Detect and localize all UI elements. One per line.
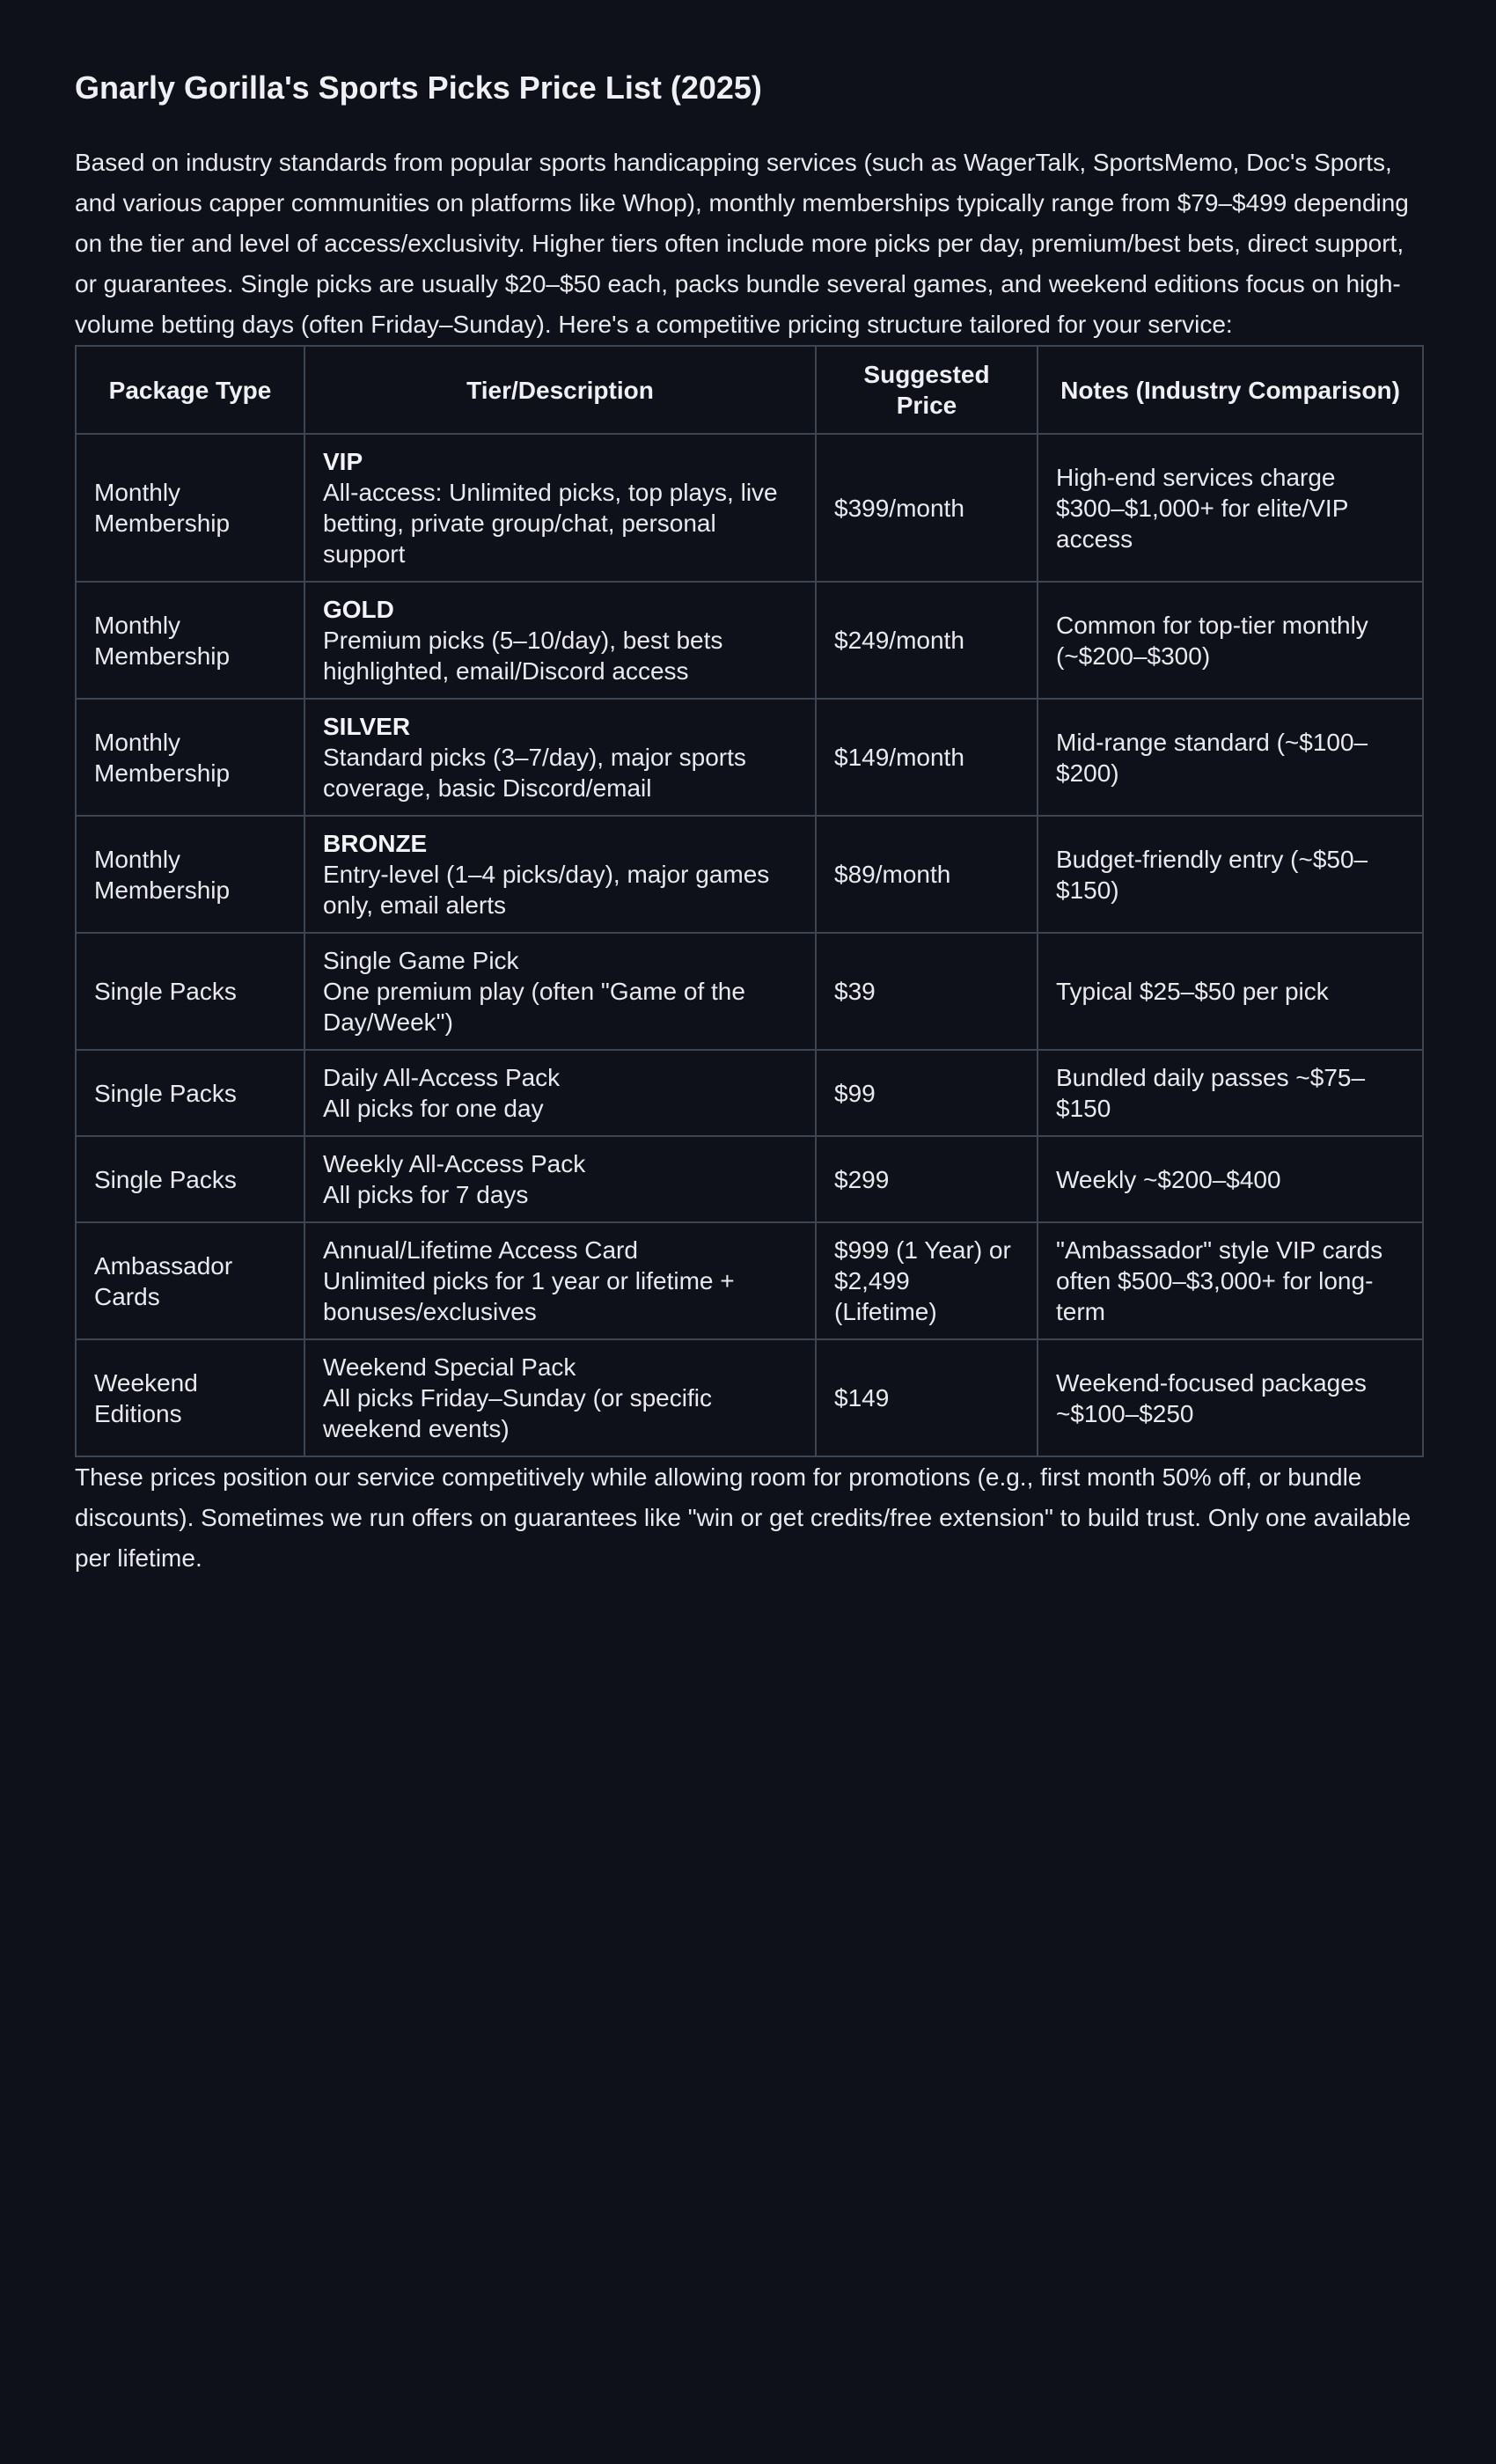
suggested-price-cell: $399/month — [816, 434, 1038, 582]
table-row — [76, 699, 1423, 816]
tier-description: All picks Friday–Sunday (or specific weekend events) — [323, 1384, 712, 1442]
suggested-price-cell: $89/month — [816, 816, 1038, 933]
tier-description-cell — [304, 816, 816, 933]
tier-description: All picks for one day — [323, 1095, 544, 1122]
outro-paragraph: These prices position our service competitively while allowing room for promotions (e.g., first month 50% off, or bundle discounts). Sometimes we run offers on guarantees like "win or get credits/free extension" to build trust. Only one available per lifetime. — [75, 1463, 1412, 1572]
package-type-cell: Monthly Membership — [76, 816, 304, 933]
tier-description-cell — [304, 1050, 816, 1136]
notes-cell: Weekend-focused packages ~$100–$250 — [1038, 1339, 1423, 1456]
tier-name: GOLD — [323, 596, 394, 623]
package-type-cell: Monthly Membership — [76, 582, 304, 699]
suggested-price-cell: $149/month — [816, 699, 1038, 816]
package-type-cell: Monthly Membership — [76, 699, 304, 816]
notes-cell: Budget-friendly entry (~$50–$150) — [1038, 816, 1423, 933]
price-table — [75, 345, 1424, 1457]
table-row — [76, 1339, 1423, 1456]
table-row — [76, 933, 1423, 1050]
tier-name: Single Game Pick — [323, 947, 519, 974]
tier-description-cell — [304, 699, 816, 816]
package-type-cell: Weekend Editions — [76, 1339, 304, 1456]
notes-cell: Common for top-tier monthly (~$200–$300) — [1038, 582, 1423, 699]
table-row — [76, 1136, 1423, 1222]
tier-description: All picks for 7 days — [323, 1181, 529, 1208]
notes-cell: Weekly ~$200–$400 — [1038, 1136, 1423, 1222]
tier-description-cell — [304, 434, 816, 582]
notes-cell: "Ambassador" style VIP cards often $500–$3,000+ for long-term — [1038, 1222, 1423, 1339]
suggested-price-cell: $249/month — [816, 582, 1038, 699]
tier-name: VIP — [323, 448, 363, 475]
tier-name: SILVER — [323, 713, 411, 740]
tier-name: Weekly All-Access Pack — [323, 1150, 586, 1177]
package-type-cell: Monthly Membership — [76, 434, 304, 582]
package-type-cell: Single Packs — [76, 933, 304, 1050]
tier-description-cell — [304, 1136, 816, 1222]
table-row — [76, 434, 1423, 582]
tier-description-cell — [304, 1339, 816, 1456]
column-header-notes: Notes (Industry Comparison) — [1038, 346, 1423, 434]
tier-name: Annual/Lifetime Access Card — [323, 1236, 638, 1264]
tier-description-cell — [304, 1222, 816, 1339]
notes-cell: Mid-range standard (~$100–$200) — [1038, 699, 1423, 816]
column-header-package-type: Package Type — [76, 346, 304, 434]
tier-description: Entry-level (1–4 picks/day), major games only, email alerts — [323, 861, 770, 919]
page-title: Gnarly Gorilla's Sports Picks Price List (2025) — [75, 70, 762, 106]
table-header-row — [76, 346, 1423, 434]
tier-name: BRONZE — [323, 830, 428, 857]
suggested-price-cell: $39 — [816, 933, 1038, 1050]
package-type-cell: Ambassador Cards — [76, 1222, 304, 1339]
table-row — [76, 1222, 1423, 1339]
table-row — [76, 582, 1423, 699]
tier-description-cell — [304, 933, 816, 1050]
table-row — [76, 816, 1423, 933]
tier-name: Weekend Special Pack — [323, 1353, 576, 1381]
suggested-price-cell: $299 — [816, 1136, 1038, 1222]
notes-cell: High-end services charge $300–$1,000+ for elite/VIP access — [1038, 434, 1423, 582]
package-type-cell: Single Packs — [76, 1136, 304, 1222]
tier-description: All-access: Unlimited picks, top plays, live betting, private group/chat, personal support — [323, 479, 778, 568]
table-row — [76, 1050, 1423, 1136]
tier-description-cell — [304, 582, 816, 699]
suggested-price-cell: $99 — [816, 1050, 1038, 1136]
package-type-cell: Single Packs — [76, 1050, 304, 1136]
tier-description: One premium play (often "Game of the Day/Week") — [323, 978, 745, 1036]
notes-cell: Bundled daily passes ~$75–$150 — [1038, 1050, 1423, 1136]
tier-name: Daily All-Access Pack — [323, 1064, 561, 1091]
column-header-tier-description: Tier/Description — [304, 346, 816, 434]
intro-paragraph: Based on industry standards from popular sports handicapping services (such as WagerTalk, SportsMemo, Doc's Sports, and various capper communities on platforms like Whop), monthly memberships typically range from $79–$499 depending on the tier and level of access/exclusivity. Higher tiers often include more picks per day, premium/best bets, direct support, or guarantees. Single picks are usually $20–$50 each, packs bundle several games, and weekend editions focus on high-volume betting days (often Friday–Sunday). Here's a competitive pricing structure tailored for your service: — [75, 149, 1409, 338]
tier-description: Standard picks (3–7/day), major sports coverage, basic Discord/email — [323, 744, 746, 802]
notes-cell: Typical $25–$50 per pick — [1038, 933, 1423, 1050]
tier-description: Unlimited picks for 1 year or lifetime + bonuses/exclusives — [323, 1267, 735, 1325]
column-header-suggested-price: Suggested Price — [816, 346, 1038, 434]
suggested-price-cell: $149 — [816, 1339, 1038, 1456]
suggested-price-cell: $999 (1 Year) or $2,499 (Lifetime) — [816, 1222, 1038, 1339]
tier-description: Premium picks (5–10/day), best bets highlighted, email/Discord access — [323, 627, 723, 685]
